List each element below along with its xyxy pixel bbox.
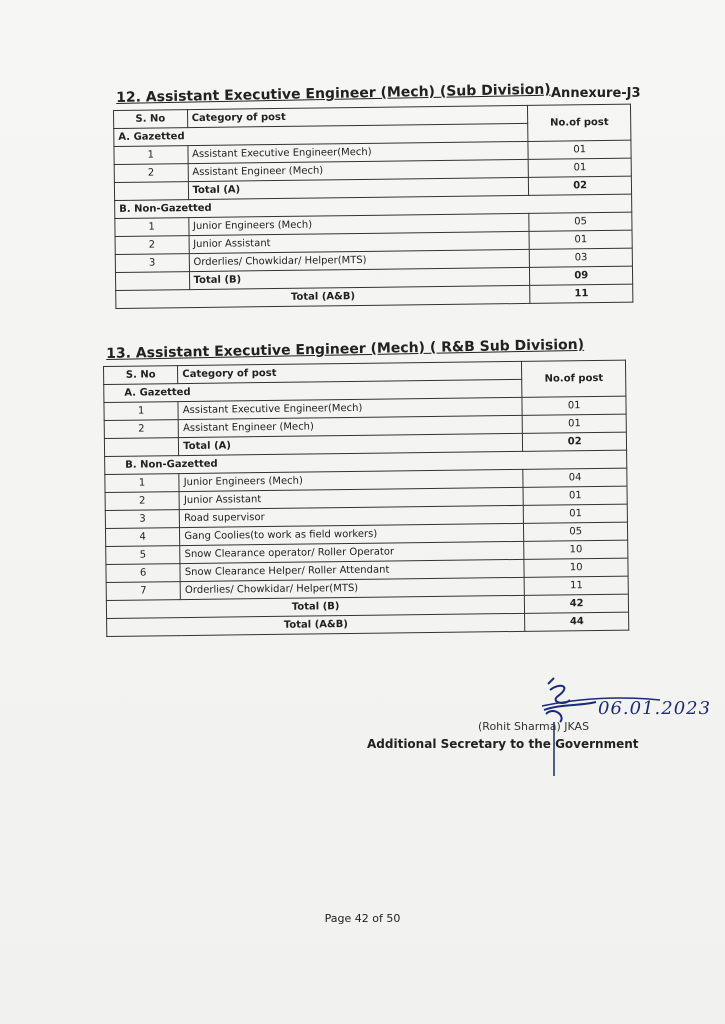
row-post: Road supervisor (180, 505, 524, 527)
row-sno: 2 (104, 420, 178, 439)
row-post: Snow Clearance Helper/ Roller Attendant (180, 559, 524, 581)
section-13-table (103, 360, 629, 637)
total-b-label: Total (B) (106, 595, 525, 618)
total-a-label: Total (A) (188, 177, 529, 199)
row-sno: 1 (104, 402, 178, 421)
total-a-value: 02 (523, 432, 627, 451)
nongazetted-label: B. Non-Gazetted (105, 450, 627, 474)
row-sno: 7 (106, 582, 180, 601)
row-post: Snow Clearance operator/ Roller Operator (180, 541, 524, 563)
total-b-value: 09 (530, 266, 633, 285)
row-sno: 3 (115, 254, 189, 273)
col-header-sno: S. No (114, 110, 188, 129)
total-ab-label: Total (A&B) (107, 613, 526, 636)
signature-date: 06.01.2023 (598, 698, 712, 719)
row-post: Junior Engineers (Mech) (179, 469, 523, 491)
col-header-sno: S. No (104, 366, 178, 385)
row-count: 03 (530, 248, 633, 267)
section-13-title: 13. Assistant Executive Engineer (Mech) ( R&B Sub Division) (106, 336, 585, 362)
total-b-label: Total (B) (189, 267, 530, 289)
row-count: 01 (523, 486, 627, 505)
row-count: 10 (524, 540, 628, 559)
row-post: Assistant Executive Engineer(Mech) (187, 141, 528, 163)
row-count: 11 (525, 576, 629, 595)
row-count: 10 (524, 558, 628, 577)
annexure-label: Annexure-J3 (551, 86, 641, 101)
row-post: Orderlies/ Chowkidar/ Helper(MTS) (180, 577, 524, 599)
col-header-category: Category of post (187, 105, 528, 127)
row-count: 04 (523, 468, 627, 487)
row-sno: 1 (105, 474, 179, 493)
section-12-table (113, 104, 633, 309)
row-post: Junior Assistant (179, 487, 523, 509)
page-number: Page 42 of 50 (324, 912, 401, 925)
row-post: Assistant Engineer (Mech) (188, 159, 529, 181)
col-header-count: No.of post (522, 360, 626, 397)
col-header-category: Category of post (178, 361, 522, 383)
row-sno: 1 (114, 146, 188, 165)
row-sno: 2 (115, 236, 189, 255)
total-ab-label: Total (A&B) (116, 285, 531, 308)
total-ab-value: 44 (525, 612, 629, 631)
section-12-title: 12. Assistant Executive Engineer (Mech) (Sub Division) (116, 81, 551, 106)
row-count: 05 (524, 522, 628, 541)
col-header-count: No.of post (528, 104, 631, 141)
row-sno: 1 (115, 218, 189, 237)
signatory-name: (Rohit Sharma) JKAS (478, 720, 590, 733)
row-sno: 2 (105, 492, 179, 511)
gazetted-label: A. Gazetted (114, 123, 529, 146)
row-count: 01 (528, 140, 631, 159)
signatory-designation: Additional Secretary to the Government (367, 737, 639, 751)
row-post: Assistant Executive Engineer(Mech) (178, 397, 522, 419)
row-sno: 6 (106, 564, 180, 583)
gazetted-label: A. Gazetted (104, 379, 523, 402)
row-count: 01 (524, 504, 628, 523)
row-count: 01 (522, 396, 626, 415)
row-sno: 3 (105, 510, 179, 529)
total-a-label: Total (A) (179, 433, 523, 455)
row-sno: 5 (106, 546, 180, 565)
total-ab-value: 11 (530, 284, 633, 303)
row-count: 05 (529, 212, 632, 231)
row-count: 01 (529, 230, 632, 249)
row-count: 01 (523, 414, 627, 433)
row-post: Assistant Engineer (Mech) (178, 415, 522, 437)
row-post: Gang Coolies(to work as field workers) (180, 523, 524, 545)
row-post: Junior Engineers (Mech) (188, 213, 529, 235)
total-a-value: 02 (529, 176, 632, 195)
row-sno: 2 (114, 164, 188, 183)
row-post: Junior Assistant (189, 231, 530, 253)
total-b-value: 42 (525, 594, 629, 613)
row-post: Orderlies/ Chowkidar/ Helper(MTS) (189, 249, 530, 271)
nongazetted-label: B. Non-Gazetted (115, 194, 632, 218)
row-sno: 4 (105, 528, 179, 547)
row-count: 01 (529, 158, 632, 177)
